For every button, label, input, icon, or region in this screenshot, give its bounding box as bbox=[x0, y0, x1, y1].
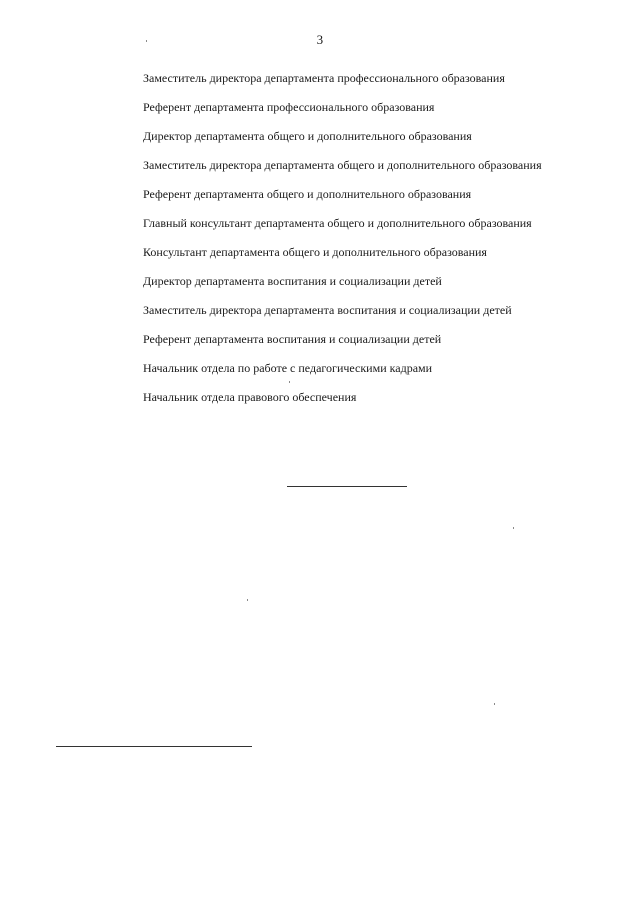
position-entry: Главный консультант департамента общего и дополнительного образования bbox=[143, 216, 532, 230]
scan-speck bbox=[146, 40, 147, 42]
scan-speck bbox=[494, 703, 495, 705]
position-entry: Заместитель директора департамента воспитания и социализации детей bbox=[143, 303, 512, 317]
footnote-rule bbox=[56, 746, 252, 747]
position-entry: Директор департамента воспитания и социализации детей bbox=[143, 274, 442, 288]
position-entry: Заместитель директора департамента общего и дополнительного образования bbox=[143, 158, 542, 172]
closing-rule bbox=[287, 486, 407, 487]
position-entry: Начальник отдела правового обеспечения bbox=[143, 390, 357, 404]
position-entry: Консультант департамента общего и дополнительного образования bbox=[143, 245, 487, 259]
scan-speck bbox=[289, 381, 290, 383]
position-entry: Заместитель директора департамента профессионального образования bbox=[143, 71, 505, 85]
position-entry: Референт департамента профессионального образования bbox=[143, 100, 435, 114]
position-entry: Референт департамента общего и дополнительного образования bbox=[143, 187, 472, 201]
page-number: 3 bbox=[316, 32, 324, 47]
scan-speck bbox=[247, 599, 248, 601]
positions-list bbox=[143, 71, 550, 405]
position-entry: Референт департамента воспитания и социализации детей bbox=[143, 332, 442, 346]
scan-speck bbox=[513, 527, 514, 529]
position-entry: Директор департамента общего и дополнительного образования bbox=[143, 129, 472, 143]
position-entry: Начальник отдела по работе с педагогическими кадрами bbox=[143, 361, 433, 375]
